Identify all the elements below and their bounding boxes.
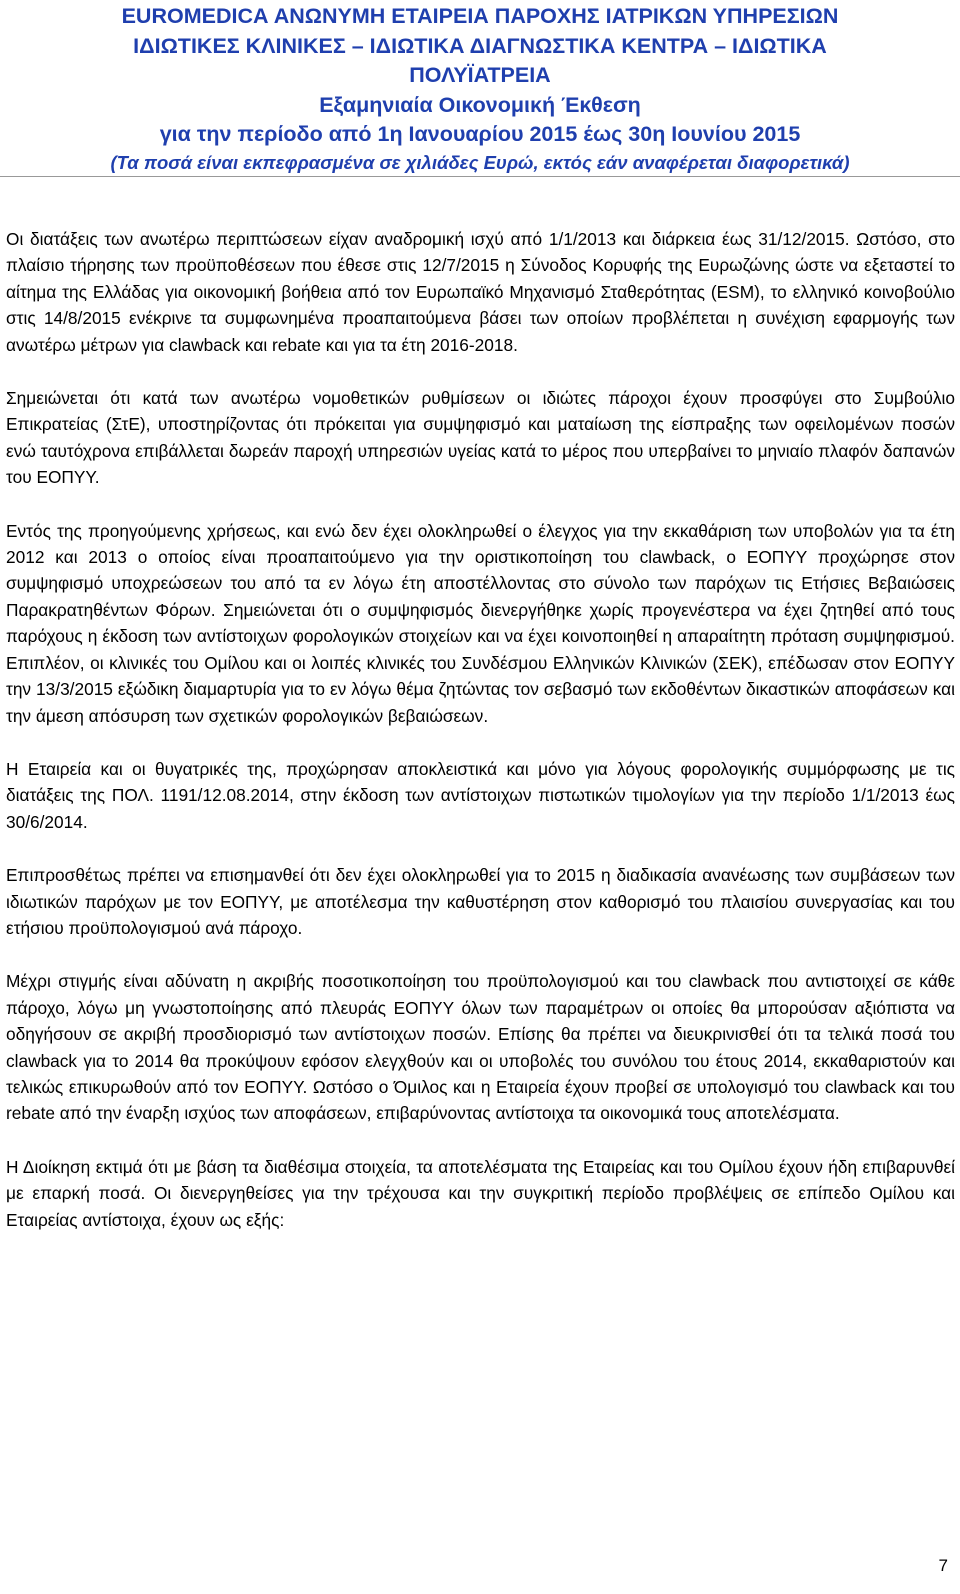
- paragraph-credit-invoices: Η Εταιρεία και οι θυγατρικές της, προχώρησαν αποκλειστικά και μόνο για λόγους φορολογικής συμμόρφωσης με τις διατάξεις της ΠΟΛ. 1191/12.08.2014, στην έκδοση των αντίστοιχων πιστωτικών τιμολογίων για την περίοδο 1/1/2013 έως 30/6/2014.: [6, 758, 955, 832]
- currency-note: (Τα ποσά είναι εκπεφρασμένα σε χιλιάδες Ευρώ, εκτός εάν αναφέρεται διαφορετικά): [110, 151, 850, 173]
- paragraph-quantification: Μέχρι στιγμής είναι αδύνατη η ακριβής ποσοτικοποίηση του προϋπολογισμού και του clawback που αντιστοιχεί σε κάθε πάροχο, λόγω μη γνωστοποίησης από πλευράς ΕΟΠΥΥ όλων των παραμέτρων οι οποίες θα μπορούσαν αξιόπιστα να οδηγήσουν σε ακριβή προσδιορισμό των αντίστοιχων ποσών. Επίσης θα πρέπει να διευκρινισθεί ότι τα τελικά ποσά του clawback για το 2014 θα προκύψουν εφόσον ελεγχθούν και οι υποβολές του συνόλου του έτους 2014, εκκαθαριστούν και τελικώς επικυρωθούν από τον ΕΟΠΥΥ. Ωστόσο ο Όμιλος και η Εταιρεία έχουν προβεί σε υπολογισμό του clawback και του rebate από την έναρξη ισχύος των αποφάσεων, επιβαρύνοντας αντίστοιχα τα οικονομικά τους αποτελέσματα.: [6, 971, 955, 1124]
- paragraph-contract-renewal: Επιπροσθέτως πρέπει να επισημανθεί ότι δεν έχει ολοκληρωθεί για το 2015 η διαδικασία ανανέωσης των συμβάσεων των ιδιωτικών παρόχων με τον ΕΟΠΥΥ, με αποτέλεσμα την καθυστέρηση στον καθορισμό του πλαισίου συνεργασίας και του ετήσιου προϋπολογισμού ανά πάροχο.: [6, 865, 955, 938]
- company-activities-cont: ΠΟΛΥΪΑΤΡΕΙΑ: [409, 63, 551, 87]
- report-title: Εξαμηνιαία Οικονομική Έκθεση: [319, 92, 641, 117]
- paragraph-clawback-duration: Οι διατάξεις των ανωτέρω περιπτώσεων είχαν αναδρομική ισχύ από 1/1/2013 και διάρκεια έως 31/12/2015. Ωστόσο, στο πλαίσιο τήρησης των προϋποθέσεων που έθεσε στις 12/7/2015 η Σύνοδος Κορυφής της Ευρωζώνης ώστε να εξεταστεί το αίτημα της Ελλάδας για οικονομική βοήθεια από τον Ευρωπαϊκό Μηχανισμό Σταθερότητας (ESM), το ελληνικό κοινοβούλιο στις 14/8/2015 ενέκρινε τα συμφωνημένα προαπαιτούμενα βάσει των οποίων προβλέπεται η συνέχιση εφαρμογής των ανωτέρω μέτρων για clawback και rebate και για τα έτη 2016-2018.: [6, 229, 955, 355]
- paragraph-management-estimate: Η Διοίκηση εκτιμά ότι με βάση τα διαθέσιμα στοιχεία, τα αποτελέσματα της Εταιρείας και του Ομίλου έχουν ήδη επιβαρυνθεί με επαρκή ποσά. Οι διενεργηθείσες για την τρέχουσα και την συγκριτική περίοδο προβλέψεις σε επίπεδο Ομίλου και Εταιρείας αντίστοιχα, έχουν ως εξής:: [6, 1156, 955, 1230]
- page-number: 7: [938, 1556, 948, 1575]
- company-name: EUROMEDICA ΑΝΩΝΥΜΗ ΕΤΑΙΡΕΙΑ ΠΑΡΟΧΗΣ ΙΑΤΡΙΚΩΝ ΥΠΗΡΕΣΙΩΝ: [121, 4, 839, 28]
- company-activities: ΙΔΙΩΤΙΚΕΣ ΚΛΙΝΙΚΕΣ – ΙΔΙΩΤΙΚΑ ΔΙΑΓΝΩΣΤΙΚΑ ΚΕΝΤΡΑ – ΙΔΙΩΤΙΚΑ: [133, 33, 827, 58]
- paragraph-council-of-state: Σημειώνεται ότι κατά των ανωτέρω νομοθετικών ρυθμίσεων οι ιδιώτες πάροχοι έχουν προσφύγει στο Συμβούλιο Επικρατείας (ΣτΕ), υποστηρίζοντας ότι πρόκειται για συμψηφισμό και ματαίωση της είσπραξης των οφειλομένων ποσών ενώ ταυτόχρονα επιβάλλεται δωρεάν παροχή υπηρεσιών υγείας κατά το μέρος που υπερβαίνει το μηνιαίο πλαφόν δαπανών του ΕΟΠΥΥ.: [6, 388, 955, 488]
- report-period: για την περίοδο από 1η Ιανουαρίου 2015 έως 30η Ιουνίου 2015: [159, 122, 801, 146]
- header-divider: [0, 176, 960, 177]
- document-body: [6, 226, 955, 1260]
- report-header: [0, 2, 960, 176]
- paragraph-eopyy-offset: Εντός της προηγούμενης χρήσεως, και ενώ δεν έχει ολοκληρωθεί ο έλεγχος για την εκκαθάριση των υποβολών για τα έτη 2012 και 2013 ο οποίος είναι προαπαιτούμενο για την οριστικοποίηση του clawback, ο ΕΟΠΥΥ προχώρησε στον συμψηφισμό υποχρεώσεων του από τα εν λόγω έτη αποστέλλοντας στο σύνολο των παρόχων τις Ετήσιες Βεβαιώσεις Παρακρατηθέντων Φόρων. Σημειώνεται ότι ο συμψηφισμός διενεργήθηκε χωρίς προγενέστερα να έχει ζητηθεί από τους παρόχους η έκδοση των αντίστοιχων φορολογικών στοιχείων και να έχει κοινοποιηθεί η απαραίτητη πρόταση συμψηφισμού. Επιπλέον, οι κλινικές του Ομίλου και οι λοιπές κλινικές του Συνδέσμου Ελληνικών Κλινικών (ΣΕΚ), επέδωσαν στον ΕΟΠΥΥ την 13/3/2015 εξώδικη διαμαρτυρία για το εν λόγω θέμα ζητώντας τον σεβασμό των εκδοθέντων δικαστικών αποφάσεων και την άμεση απόσυρση των σχετικών φορολογικών βεβαιώσεων.: [6, 520, 955, 726]
